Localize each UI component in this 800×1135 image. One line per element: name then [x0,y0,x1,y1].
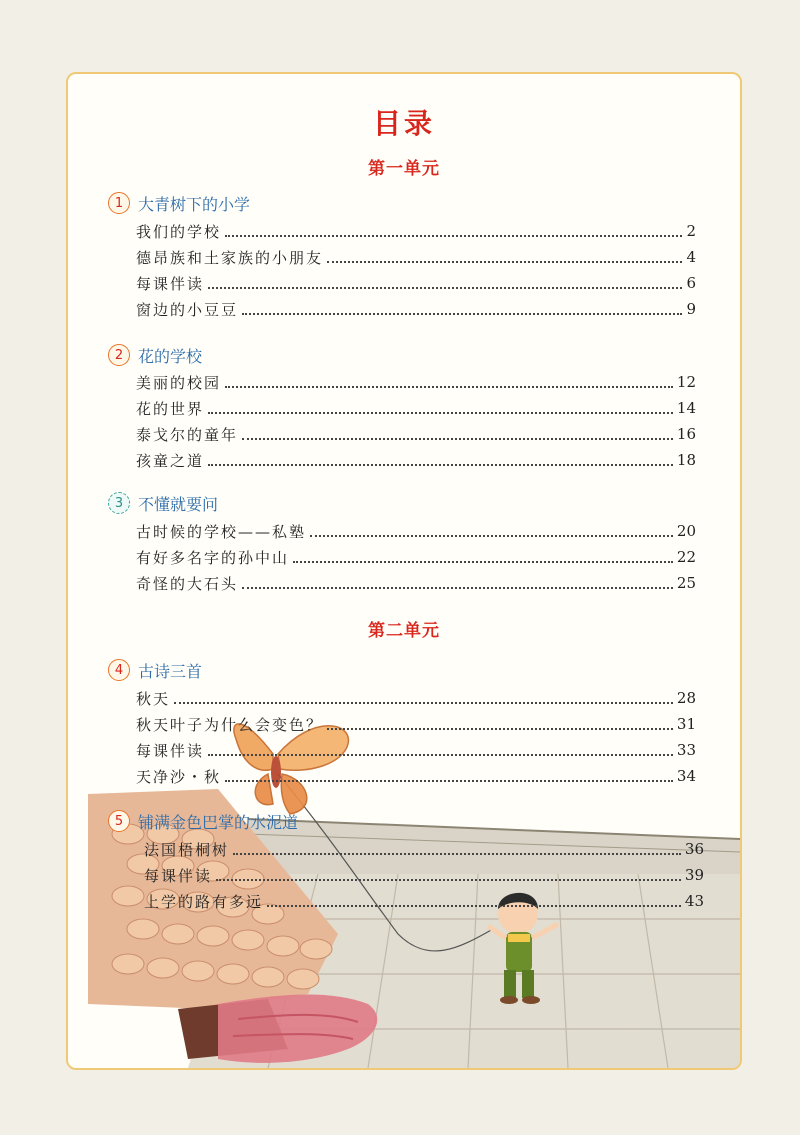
toc-entry[interactable] [136,271,696,295]
page-title: 目录 [372,107,435,140]
dot-leader [310,535,673,537]
lesson-number-badge: 1 [108,192,130,214]
dot-leader [208,287,682,289]
entry-title: 法国梧桐树 [144,840,230,859]
toc-entry[interactable] [136,571,696,595]
entry-title: 秋天 [136,689,171,708]
entry-page: 43 [684,892,704,910]
unit-heading-1: 第一单元 [368,159,440,179]
entry-title: 我们的学校 [136,222,222,241]
toc-entry[interactable] [136,219,696,243]
entry-page: 4 [686,248,696,266]
entry-page: 36 [684,840,704,858]
entry-title: 秋天叶子为什么会变色？ [136,715,324,734]
entry-page: 18 [676,451,696,469]
lesson-3-header [108,490,218,516]
entry-page: 12 [676,373,696,391]
toc-entry[interactable] [136,519,696,543]
dot-leader [242,438,673,440]
dot-leader [208,412,673,414]
toc-entry[interactable] [144,889,704,913]
entry-page: 31 [676,715,696,733]
toc-entry[interactable] [136,422,696,446]
toc-entry[interactable] [144,863,704,887]
dot-leader [293,561,673,563]
dot-leader [208,754,673,756]
dot-leader [174,702,673,704]
entry-page: 34 [676,767,696,785]
dot-leader [225,235,682,237]
unit-heading-2: 第二单元 [368,621,440,641]
entry-title: 孩童之道 [136,451,205,470]
lesson-number-badge: 2 [108,344,130,366]
contents-page [66,72,742,1070]
entry-title: 上学的路有多远 [144,892,264,911]
toc-entry[interactable] [136,738,696,762]
dot-leader [267,905,681,907]
entry-title: 天净沙・秋 [136,767,222,786]
dot-leader [216,879,681,881]
toc-entry[interactable] [136,396,696,420]
entry-page: 33 [676,741,696,759]
entry-title: 有好多名字的孙中山 [136,548,290,567]
toc-entry[interactable] [136,686,696,710]
entry-title: 德昂族和土家族的小朋友 [136,248,324,267]
entry-title: 每课伴读 [144,866,213,885]
lesson-title: 大青树下的小学 [138,194,251,214]
lesson-number-badge: 3 [108,492,130,514]
toc-entry[interactable] [136,370,696,394]
lesson-1-header [108,190,250,216]
dot-leader [225,780,673,782]
entry-page: 28 [676,689,696,707]
dot-leader [233,853,681,855]
lesson-title: 不懂就要问 [138,494,219,514]
lesson-5-header [108,808,298,834]
lesson-title: 花的学校 [138,346,203,366]
entry-page: 25 [676,574,696,592]
dot-leader [208,464,673,466]
entry-title: 花的世界 [136,399,205,418]
entry-title: 泰戈尔的童年 [136,425,239,444]
dot-leader [242,587,673,589]
toc-entry[interactable] [136,448,696,472]
entry-page: 22 [676,548,696,566]
entry-title: 美丽的校园 [136,373,222,392]
lesson-title: 铺满金色巴掌的水泥道 [138,812,299,832]
dot-leader [327,261,682,263]
entry-title: 每课伴读 [136,741,205,760]
toc-entry[interactable] [144,837,704,861]
toc-entry[interactable] [136,245,696,269]
toc-entry[interactable] [136,297,696,321]
entry-title: 奇怪的大石头 [136,574,239,593]
toc-entry[interactable] [136,545,696,569]
toc-entry[interactable] [136,764,696,788]
toc-entry[interactable] [136,712,696,736]
lesson-title: 古诗三首 [138,661,203,681]
entry-page: 2 [686,222,696,240]
lesson-number-badge: 5 [108,810,130,832]
entry-title: 每课伴读 [136,274,205,293]
entry-page: 6 [686,274,696,292]
dot-leader [327,728,673,730]
lesson-2-header [108,342,202,368]
dot-leader [242,313,682,315]
entry-page: 9 [686,300,696,318]
lesson-number-badge: 4 [108,659,130,681]
entry-page: 20 [676,522,696,540]
entry-page: 39 [684,866,704,884]
entry-title: 古时候的学校——私塾 [136,522,307,541]
dot-leader [225,386,673,388]
entry-page: 14 [676,399,696,417]
entry-page: 16 [676,425,696,443]
entry-title: 窗边的小豆豆 [136,300,239,319]
lesson-4-header [108,657,202,683]
